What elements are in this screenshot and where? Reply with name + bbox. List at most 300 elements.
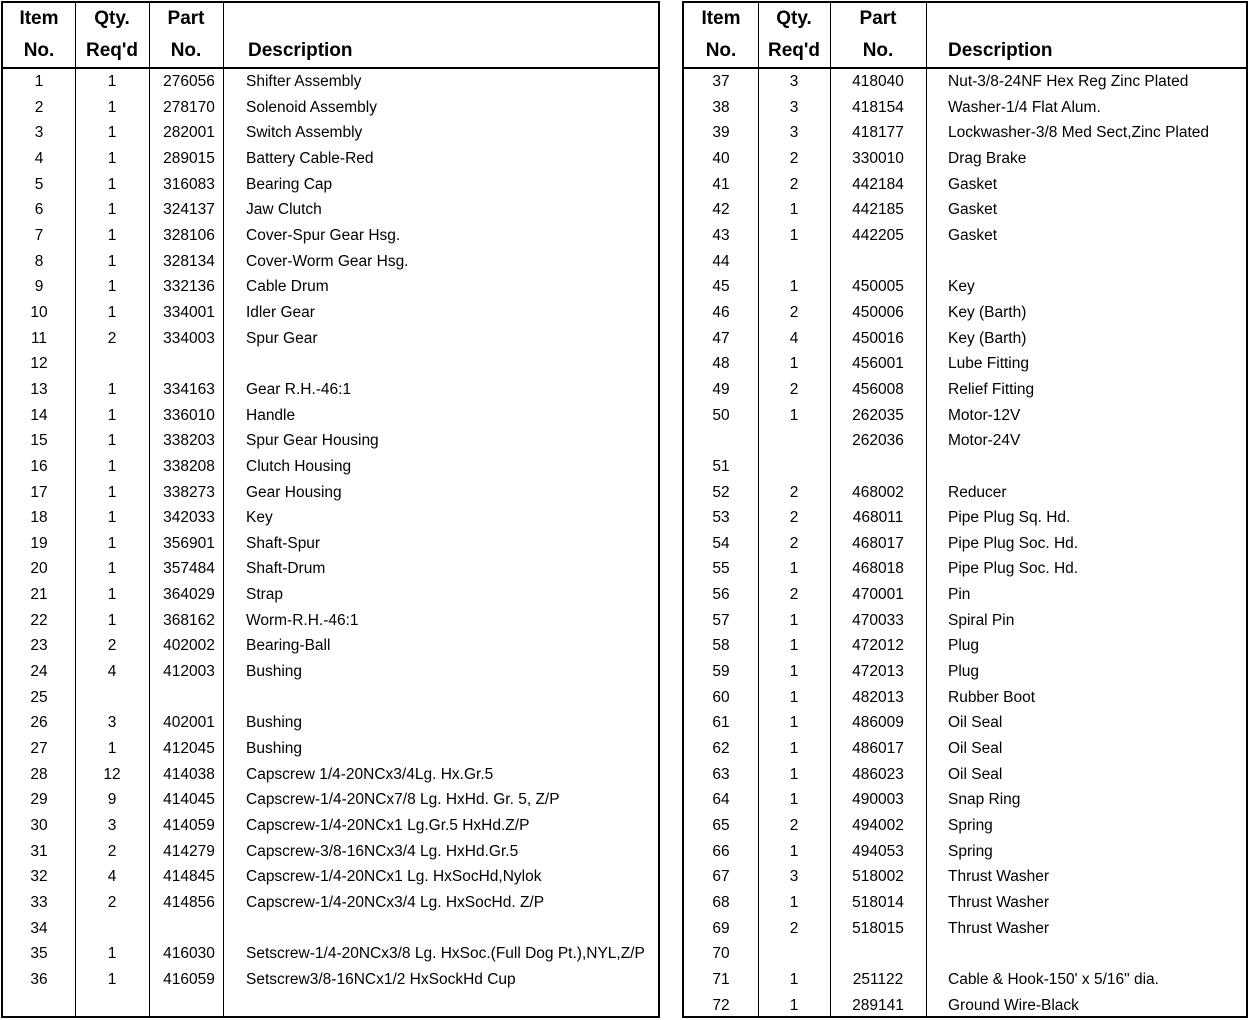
cell-qty: 4 [107,868,117,886]
cell-description: Capscrew-3/8-16NCx3/4 Lg. HxHd.Gr.5 [246,842,519,860]
cell-part-no: 472013 [852,663,904,681]
cell-item-no: 52 [712,483,730,501]
table-row [684,762,1246,788]
cell-part-no: 418177 [852,124,904,142]
cell-qty: 1 [789,970,799,988]
table-row [3,197,658,223]
cell-qty: 1 [789,996,799,1014]
cell-qty: 3 [107,714,117,732]
cell-qty [75,916,149,942]
cell-qty: 1 [107,534,117,552]
cell-qty: 2 [789,303,799,321]
cell-description: Pipe Plug Sq. Hd. [948,509,1071,527]
cell-part-no: 416030 [163,945,215,963]
cell-description: Spur Gear Housing [246,432,379,450]
header-qty-reqd [758,3,830,67]
cell-description: Key [246,509,273,527]
cell-description: Key [948,278,975,296]
cell-description: Setscrew-1/4-20NCx3/8 Lg. HxSoc.(Full Dog Pt.),NYL,Z/P [246,945,645,963]
cell-description: Key (Barth) [948,303,1027,321]
cell-part-no: 486023 [852,765,904,783]
cell-part-no: 328134 [163,252,215,270]
cell-description: Gear R.H.-46:1 [246,380,352,398]
cell-item-no: 14 [30,406,48,424]
cell-part-no: 276056 [163,73,215,90]
cell-item-no: 66 [712,842,730,860]
table-row [3,403,658,429]
table-row [684,146,1246,172]
cell-part-no [149,685,229,711]
cell-item-no: 55 [712,560,730,578]
cell-item-no: 53 [712,509,730,527]
cell-part-no [149,916,229,942]
cell-qty [758,249,830,275]
table-row [684,787,1246,813]
cell-item-no: 49 [712,380,730,398]
cell-part-no: 334001 [163,303,215,321]
table-row [684,197,1246,223]
table-row [684,916,1246,942]
cell-item-no: 11 [30,329,48,347]
cell-item-no: 65 [712,817,730,835]
cell-item-no: 39 [712,124,730,142]
header-item-line2: No. [705,40,737,61]
cell-description: Cable Drum [246,278,329,296]
cell-description: Thrust Washer [948,919,1050,937]
table-row [684,274,1246,300]
cell-qty: 1 [107,945,117,963]
cell-item-no: 28 [30,765,48,783]
cell-part-no: 442205 [852,226,904,244]
header-part-line1: Part [167,8,205,29]
cell-part-no: 356901 [163,534,215,552]
cell-qty: 1 [107,201,117,219]
cell-part-no: 486009 [852,714,904,732]
cell-item-no: 37 [712,73,730,90]
table-row [684,249,1246,275]
table-row [684,120,1246,146]
cell-qty: 1 [789,740,799,758]
cell-qty: 1 [107,380,117,398]
table-row [684,403,1246,429]
cell-qty [758,428,830,454]
cell-item-no: 31 [30,842,48,860]
cell-qty: 1 [107,509,117,527]
cell-item-no: 69 [712,919,730,937]
cell-part-no: 330010 [852,149,904,167]
cell-description: Rubber Boot [948,688,1036,706]
cell-item-no: 13 [30,380,48,398]
cell-part-no: 289141 [852,996,904,1014]
cell-part-no: 338208 [163,457,215,475]
cell-item-no: 71 [712,970,730,988]
cell-item-no: 42 [712,201,730,219]
table-row [684,556,1246,582]
cell-qty [75,685,149,711]
cell-item-no: 5 [34,175,44,193]
parts-table-right [682,1,1248,1018]
cell-part-no: 450005 [852,278,904,296]
cell-description: Gasket [948,226,998,244]
cell-part-no: 414845 [163,868,215,886]
cell-part-no: 490003 [852,791,904,809]
cell-item-no: 38 [712,98,730,116]
cell-description: Handle [246,406,296,424]
cell-qty: 1 [789,791,799,809]
cell-qty: 1 [789,560,799,578]
table-row [3,480,658,506]
cell-qty: 1 [789,765,799,783]
cell-item-no: 2 [34,98,44,116]
cell-qty: 1 [107,73,117,90]
table-row [684,454,1246,480]
header-qty-reqd [75,3,149,67]
cell-description: Idler Gear [246,303,315,321]
cell-description: Plug [948,663,980,681]
table-row [3,300,658,326]
cell-qty: 2 [789,509,799,527]
table-row [3,428,658,454]
cell-part-no: 468018 [852,560,904,578]
cell-item-no: 54 [712,534,730,552]
cell-part-no: 494002 [852,817,904,835]
cell-description: Plug [948,637,980,655]
cell-item-no: 27 [30,740,48,758]
cell-item-no: 48 [712,355,730,373]
cell-part-no: 494053 [852,842,904,860]
cell-qty: 3 [107,817,117,835]
cell-qty: 1 [107,252,117,270]
cell-description: Shaft-Spur [246,534,321,552]
cell-qty: 2 [789,483,799,501]
cell-part-no [149,993,229,1019]
cell-description: Pipe Plug Soc. Hd. [948,560,1079,578]
cell-part-no: 442185 [852,201,904,219]
cell-qty: 4 [789,329,799,347]
header-qty-line1: Qty. [94,8,130,29]
cell-item-no: 8 [34,252,44,270]
cell-description: Spiral Pin [948,611,1015,629]
cell-item-no: 18 [30,509,48,527]
cell-item-no: 60 [712,688,730,706]
cell-item-no: 9 [34,278,44,296]
cell-part-no: 402001 [163,714,215,732]
header-qty-line2: Req'd [767,40,821,61]
table-row [684,941,1246,967]
cell-item-no: 25 [30,688,48,706]
cell-item-no: 41 [712,175,730,193]
cell-part-no: 414059 [163,817,215,835]
cell-qty: 1 [107,611,117,629]
table-row [684,351,1246,377]
cell-part-no: 289015 [163,149,215,167]
cell-qty [758,941,830,967]
table-row [3,941,658,967]
cell-item-no: 68 [712,894,730,911]
cell-description: Washer-1/4 Flat Alum. [948,98,1101,116]
cell-description: Pin [948,586,971,604]
cell-part-no: 316083 [163,175,215,193]
cell-item-no: 35 [30,945,48,963]
header-qty-line1: Qty. [776,8,812,29]
table-row [684,582,1246,608]
cell-item-no: 3 [34,124,44,142]
cell-description: Bushing [246,714,303,732]
cell-description: Gear Housing [246,483,342,501]
table-row [684,993,1246,1019]
cell-qty: 2 [789,919,799,937]
cell-item-no: 44 [712,252,730,270]
cell-qty: 1 [107,226,117,244]
cell-item-no: 59 [712,663,730,681]
cell-qty: 2 [789,175,799,193]
cell-part-no: 412045 [163,740,215,758]
cell-description: Capscrew 1/4-20NCx3/4Lg. Hx.Gr.5 [246,765,494,783]
header-part-no [830,3,926,67]
cell-qty: 1 [107,149,117,167]
cell-qty: 3 [789,73,799,90]
cell-qty: 1 [789,663,799,681]
cell-part-no: 338203 [163,432,215,450]
cell-item-no: 61 [712,714,730,732]
cell-part-no: 472012 [852,637,904,655]
cell-item-no: 30 [30,817,48,835]
cell-qty: 2 [789,380,799,398]
table-row [684,659,1246,685]
table-row [3,146,658,172]
cell-description: Lockwasher-3/8 Med Sect,Zinc Plated [948,124,1210,142]
cell-part-no: 334003 [163,329,215,347]
header-item-line1: Item [701,8,741,29]
cell-item-no: 50 [712,406,730,424]
cell-item-no: 67 [712,868,730,886]
cell-description: Cover-Worm Gear Hsg. [246,252,409,270]
cell-description: Setscrew3/8-16NCx1/2 HxSockHd Cup [246,970,516,988]
cell-description: Motor-24V [948,432,1021,450]
cell-part-no: 418154 [852,98,904,116]
cell-description: Thrust Washer [948,894,1050,911]
cell-item-no: 29 [30,791,48,809]
cell-description: Capscrew-1/4-20NCx1 Lg.Gr.5 HxHd.Z/P [246,817,530,835]
table-row [684,480,1246,506]
cell-part-no: 414045 [163,791,215,809]
table-row [3,556,658,582]
cell-description: Key (Barth) [948,329,1027,347]
table-row [3,839,658,865]
parts-table-left [1,1,660,1018]
cell-qty: 3 [789,868,799,886]
cell-description: Gasket [948,201,998,219]
cell-item-no: 51 [712,457,730,475]
cell-qty: 1 [107,175,117,193]
cell-qty: 2 [789,149,799,167]
cell-description: Shaft-Drum [246,560,326,578]
cell-item-no: 34 [30,919,48,937]
cell-part-no: 282001 [163,124,215,142]
cell-item-no: 32 [30,868,48,886]
cell-qty: 1 [789,894,799,911]
cell-part-no: 357484 [163,560,215,578]
cell-description: Cable & Hook-150' x 5/16" dia. [948,970,1159,988]
cell-qty: 1 [789,406,799,424]
cell-item-no [3,993,75,1019]
table-row [684,608,1246,634]
cell-item-no: 64 [712,791,730,809]
table-row [3,916,658,942]
table-row [3,582,658,608]
cell-description: Switch Assembly [246,124,363,142]
cell-part-no: 414856 [163,894,215,911]
header-part-no [149,3,223,67]
cell-description: Relief Fitting [948,380,1035,398]
cell-qty: 1 [789,355,799,373]
cell-description: Clutch Housing [246,457,352,475]
cell-part-no: 334163 [163,380,215,398]
cell-part-no: 518002 [852,868,904,886]
cell-qty: 1 [107,278,117,296]
table-row [684,505,1246,531]
cell-description: Capscrew-1/4-20NCx1 Lg. HxSocHd,Nylok [246,868,542,886]
cell-part-no: 456008 [852,380,904,398]
cell-part-no: 342033 [163,509,215,527]
cell-qty: 2 [107,637,117,655]
cell-part-no: 278170 [163,98,215,116]
cell-qty: 1 [789,201,799,219]
cell-description: Bushing [246,663,303,681]
table-row [3,608,658,634]
table-row [3,710,658,736]
cell-item-no: 70 [712,945,730,963]
cell-part-no: 416059 [163,970,215,988]
cell-part-no: 468011 [852,509,904,527]
cell-part-no: 518015 [852,919,904,937]
cell-description: Jaw Clutch [246,201,322,219]
cell-item-no: 12 [30,355,48,373]
cell-qty: 1 [107,124,117,142]
cell-item-no: 72 [712,996,730,1014]
cell-part-no: 262035 [852,406,904,424]
cell-part-no [149,351,229,377]
table-row [684,864,1246,890]
cell-qty: 3 [789,124,799,142]
cell-part-no: 470001 [852,586,904,604]
cell-part-no: 336010 [163,406,215,424]
cell-qty: 1 [789,226,799,244]
cell-qty: 2 [107,894,117,911]
cell-description: Nut-3/8-24NF Hex Reg Zinc Plated [948,73,1189,90]
cell-item-no: 33 [30,894,48,911]
cell-part-no: 324137 [163,201,215,219]
table-row [684,710,1246,736]
table-row [684,736,1246,762]
cell-item-no: 40 [712,149,730,167]
cell-part-no: 518014 [852,894,904,911]
cell-qty: 1 [107,406,117,424]
cell-qty: 1 [107,98,117,116]
cell-part-no: 262036 [852,432,904,450]
cell-item-no: 57 [712,611,730,629]
table-row [684,172,1246,198]
cell-description: Oil Seal [948,765,1003,783]
table-row [3,95,658,121]
table-row [684,223,1246,249]
table-row [3,967,658,993]
cell-qty: 2 [789,817,799,835]
cell-item-no [684,428,758,454]
cell-qty: 2 [789,586,799,604]
header-item-no [3,3,75,67]
cell-qty: 1 [789,611,799,629]
header-item-no [684,3,758,67]
table-row [3,762,658,788]
cell-description: Reducer [948,483,1007,501]
cell-description: Oil Seal [948,740,1003,758]
cell-qty: 1 [107,740,117,758]
table-row [3,249,658,275]
table-row [684,300,1246,326]
cell-qty: 9 [107,791,117,809]
cell-item-no: 58 [712,637,730,655]
cell-item-no: 21 [30,586,48,604]
cell-description: Battery Cable-Red [246,149,374,167]
cell-qty: 2 [107,329,117,347]
cell-description: Motor-12V [948,406,1021,424]
cell-part-no: 468002 [852,483,904,501]
cell-description: Drag Brake [948,149,1027,167]
table-row [3,505,658,531]
cell-item-no: 56 [712,586,730,604]
cell-part-no: 414279 [163,842,215,860]
cell-item-no: 15 [30,432,48,450]
cell-description: Snap Ring [948,791,1021,809]
table-row [684,69,1246,95]
cell-qty: 1 [107,970,117,988]
table-row [684,813,1246,839]
header-item-line2: No. [23,40,55,61]
cell-qty: 1 [789,278,799,296]
table-row [684,95,1246,121]
rows-left [3,69,658,1018]
table-row [684,531,1246,557]
cell-part-no: 442184 [852,175,904,193]
cell-qty: 1 [789,714,799,732]
table-row [3,351,658,377]
cell-description: Shifter Assembly [246,73,362,90]
table-row [684,633,1246,659]
cell-item-no: 36 [30,970,48,988]
table-row [684,326,1246,352]
cell-part-no: 482013 [852,688,904,706]
cell-qty: 12 [103,765,121,783]
cell-description: Capscrew-1/4-20NCx7/8 Lg. HxHd. Gr. 5, Z/P [246,791,560,809]
cell-part-no: 486017 [852,740,904,758]
cell-description: Pipe Plug Soc. Hd. [948,534,1079,552]
cell-item-no: 47 [712,329,730,347]
rows-right [684,69,1246,1018]
cell-item-no: 43 [712,226,730,244]
cell-item-no: 63 [712,765,730,783]
header-part-line1: Part [859,8,897,29]
cell-description: Bushing [246,740,303,758]
cell-qty [75,993,149,1019]
cell-item-no: 17 [30,483,48,501]
cell-part-no: 470033 [852,611,904,629]
cell-qty: 2 [789,534,799,552]
cell-description: Spur Gear [246,329,318,347]
table-row [3,864,658,890]
cell-description: Ground Wire-Black [948,996,1079,1014]
cell-qty [758,454,830,480]
